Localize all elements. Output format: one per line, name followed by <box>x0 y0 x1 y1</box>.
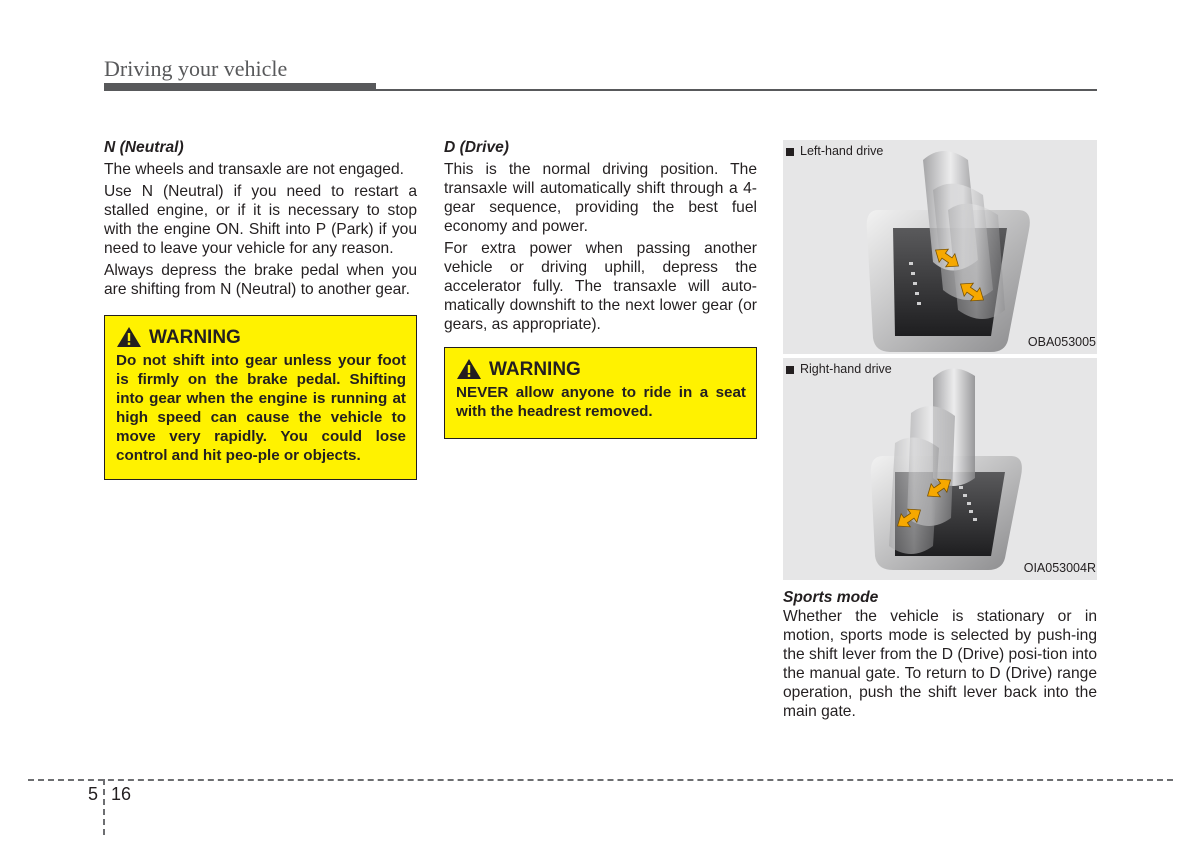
column-neutral <box>104 138 417 480</box>
sports-heading: Sports mode <box>783 589 879 606</box>
warning-triangle-icon <box>116 326 142 348</box>
warning-triangle-icon <box>456 358 482 380</box>
page-number: 16 <box>111 784 132 804</box>
drive-paragraph-2: For extra power when passing another vehicle or driving uphill, depress the accelerator fully. The transaxle will auto-matically downshift to the next lower gear (or gears, as appropriate). <box>444 240 757 333</box>
warning-title: WARNING <box>489 358 581 380</box>
figure-code: OIA053004R <box>1023 561 1096 575</box>
shift-lever-illustration <box>783 140 1097 354</box>
warning-text: Do not shift into gear unless your foot is firmly on the brake pedal. Shifting into gear when the engine is running at high speed can cause the vehicle to move very rapidly. You could lose control and hit peo-ple or objects. <box>116 352 406 464</box>
warning-text: NEVER allow anyone to ride in a seat with the headrest removed. <box>456 384 746 420</box>
figure-left-hand-drive <box>783 140 1097 354</box>
neutral-heading: N (Neutral) <box>104 139 184 156</box>
figure-right-hand-drive <box>783 358 1097 580</box>
sports-mode-section <box>783 588 1097 721</box>
neutral-paragraph-2: Use N (Neutral) if you need to restart a stalled engine, or if it is necessary to stop with the engine ON. Shift into P (Park) if you need to leave your vehicle for any reason. <box>104 183 417 257</box>
figure-caption: Right-hand drive <box>800 362 892 376</box>
column-figures <box>783 140 1097 721</box>
shift-lever-illustration <box>783 358 1097 580</box>
drive-paragraph-1: This is the normal driving position. The transaxle will automatically shift through a 4-gear sequence, providing the best fuel economy and power. <box>444 161 757 235</box>
neutral-paragraph-3: Always depress the brake pedal when you are shifting from N (Neutral) to another gear. <box>104 262 417 298</box>
bullet-square-icon <box>786 148 794 156</box>
warning-title: WARNING <box>149 326 241 348</box>
warning-box-shift <box>104 315 417 480</box>
warning-box-headrest <box>444 347 757 439</box>
header-rule <box>104 89 1097 91</box>
bullet-square-icon <box>786 366 794 374</box>
figure-code: OBA053005 <box>1027 335 1096 349</box>
section-title: Driving your vehicle <box>104 56 288 81</box>
sports-paragraph: Whether the vehicle is stationary or in motion, sports mode is selected by push-ing the shift lever from the D (Drive) posi-tion into the manual gate. To return to D (Drive) range operation, push the shift lever back into the main gate. <box>783 608 1097 720</box>
column-drive <box>444 138 757 439</box>
chapter-number: 5 <box>88 784 99 804</box>
footer-divider <box>28 779 1173 781</box>
footer-divider-vertical <box>103 779 105 835</box>
drive-heading: D (Drive) <box>444 139 509 156</box>
neutral-paragraph-1: The wheels and transaxle are not engaged. <box>104 161 404 178</box>
figure-caption: Left-hand drive <box>800 144 884 158</box>
